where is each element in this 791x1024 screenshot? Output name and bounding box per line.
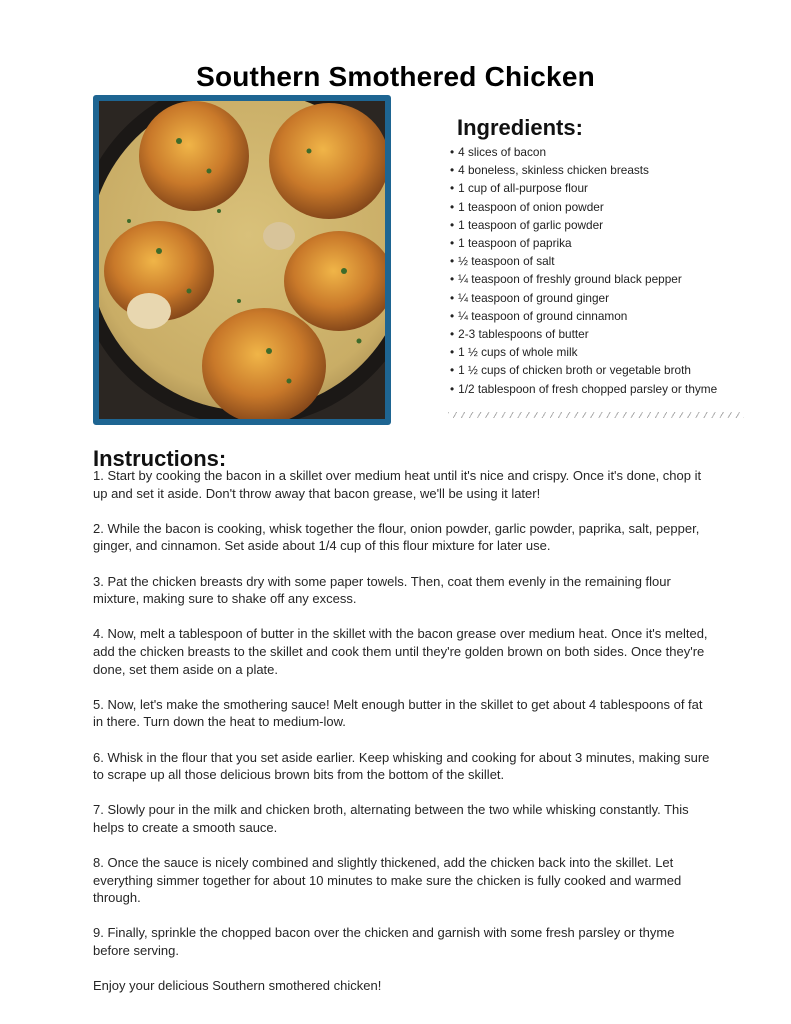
ingredient-item: • ¼ teaspoon of ground ginger [450, 289, 717, 307]
instructions-body [93, 467, 713, 1012]
instruction-step: 4. Now, melt a tablespoon of butter in the skillet with the bacon grease over medium heat. Once it's melted, add the chicken breasts to the skillet and cook them until they're golden brown on both sides. Once they're done, set them aside on a plate. [93, 626, 708, 677]
ingredient-item: • 1 cup of all-purpose flour [450, 179, 717, 197]
ingredient-item: • 1 ½ cups of chicken broth or vegetable broth [450, 361, 717, 379]
ingredient-item: • ¼ teaspoon of ground cinnamon [450, 307, 717, 325]
instruction-step: 3. Pat the chicken breasts dry with some paper towels. Then, coat them evenly in the remaining flour mixture, making sure to shake off any excess. [93, 573, 671, 607]
ingredient-item: • 4 slices of bacon [450, 143, 717, 161]
chicken-skillet-image [99, 101, 385, 419]
instruction-step: 5. Now, let's make the smothering sauce! Melt enough butter in the skillet to get about 4 tablespoons of fat in there. Turn down the heat to medium-low. [93, 696, 703, 730]
ingredients-heading: Ingredients: [457, 115, 583, 141]
instruction-step: 8. Once the sauce is nicely combined and slightly thickened, add the chicken back into the skillet. Let everything simmer together for about 10 minutes to make sure the chicken is fully cooked and warmed through. [93, 855, 682, 906]
instruction-step: 6. Whisk in the flour that you set aside earlier. Keep whisking and cooking for about 3 minutes, making sure to scrape up all those delicious brown bits from the bottom of the skillet. [93, 749, 710, 783]
ingredient-item: • 4 boneless, skinless chicken breasts [450, 161, 717, 179]
ingredient-item: • 2-3 tablespoons of butter [450, 325, 717, 343]
ingredient-item: • 1 teaspoon of garlic powder [450, 216, 717, 234]
instruction-step: 2. While the bacon is cooking, whisk together the flour, onion powder, garlic powder, paprika, salt, pepper, ginger, and cinnamon. Set aside about 1/4 cup of this flour mixture for later use. [93, 520, 700, 554]
ingredient-item: • 1 teaspoon of paprika [450, 234, 717, 252]
instruction-step: 1. Start by cooking the bacon in a skillet over medium heat until it's nice and crispy. Once it's done, chop it up and set it aside. Don't throw away that bacon grease, we'll be using it later! [93, 468, 702, 501]
recipe-photo [93, 95, 391, 425]
ingredient-item: • 1 ½ cups of whole milk [450, 343, 717, 361]
instruction-step: 7. Slowly pour in the milk and chicken broth, alternating between the two while whisking constantly. This helps to create a smooth sauce. [93, 802, 689, 835]
closing-line: Enjoy your delicious Southern smothered chicken! [93, 978, 382, 994]
ingredient-item: • 1 teaspoon of onion powder [450, 198, 717, 216]
instruction-step: 9. Finally, sprinkle the chopped bacon over the chicken and garnish with some fresh parsley or thyme before serving. [93, 925, 675, 959]
ingredient-item: • ¼ teaspoon of freshly ground black pepper [450, 270, 717, 288]
instructions-heading: Instructions: [93, 446, 227, 472]
recipe-title: Southern Smothered Chicken [196, 60, 595, 92]
ingredient-item: • 1/2 tablespoon of fresh chopped parsley or thyme [450, 380, 717, 398]
ingredient-item: • ½ teaspoon of salt [450, 252, 717, 270]
ingredients-list [450, 143, 717, 398]
decorative-divider [448, 412, 744, 418]
